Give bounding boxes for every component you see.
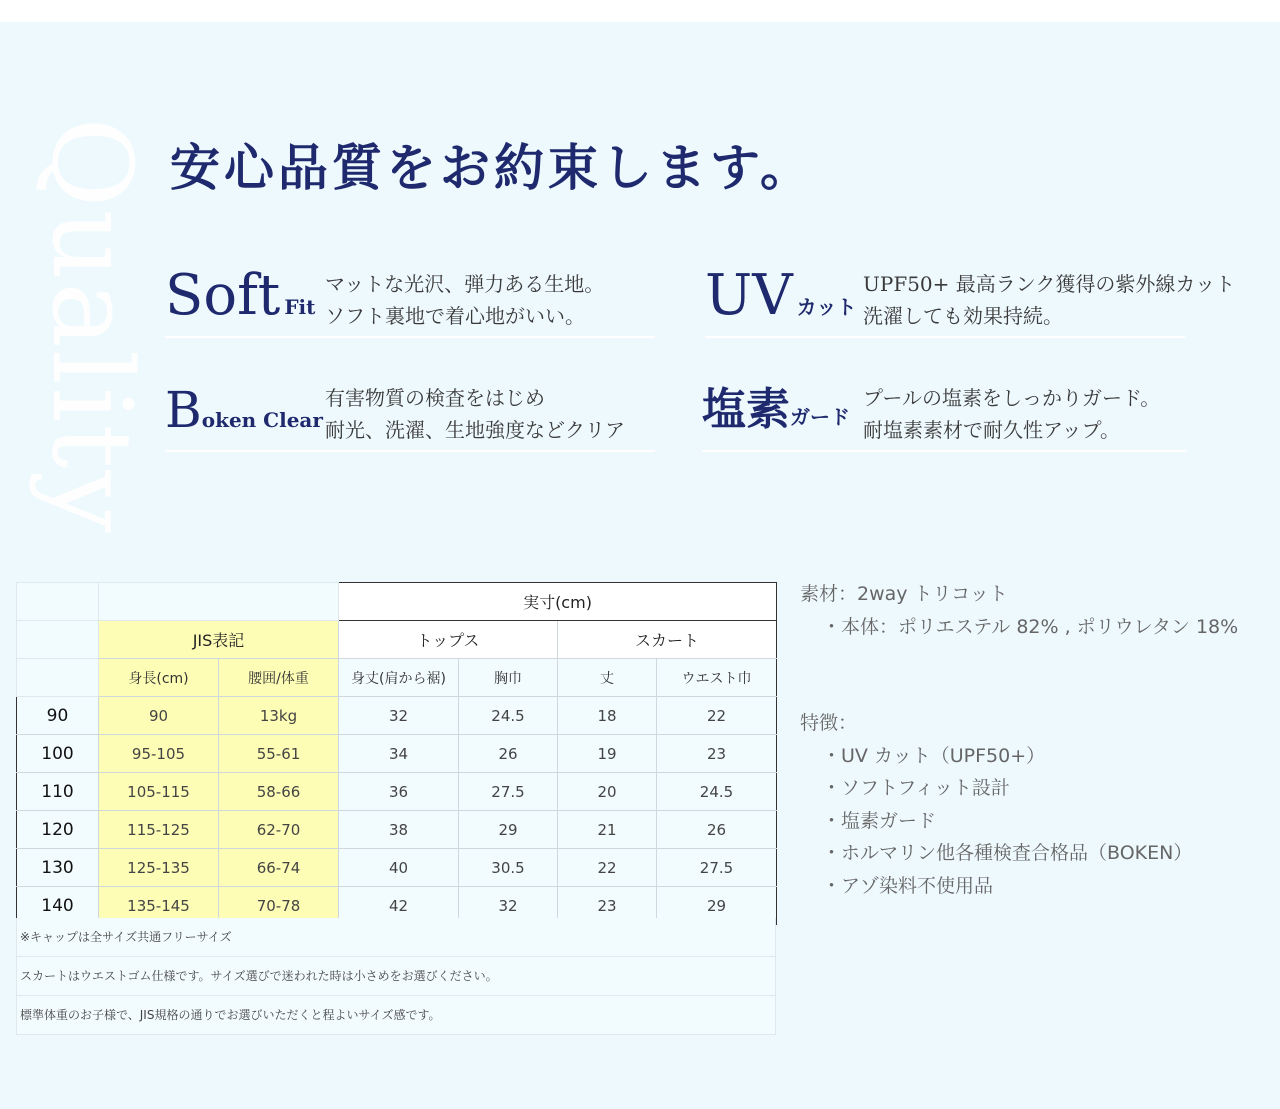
chest-cell: 26 [459,735,558,773]
feature-item: ・ソフトフィット設計 [822,777,1010,799]
feature-boken-desc [325,382,625,446]
waist-cell: 29 [657,887,777,925]
sub-header: 腰囲/体重 [219,659,339,697]
feature-uv-desc-line2: 洗濯しても効果持続。 [863,304,1063,328]
material-detail: ・本体：ポリエステル 82% , ポリウレタン 18% [822,615,1239,638]
chest-cell: 32 [459,887,558,925]
weight-cell: 55-61 [219,735,339,773]
table-row [17,697,777,735]
length-cell: 40 [339,849,459,887]
feature-item: ・アゾ染料不使用品 [822,874,994,897]
sub-header: 身長(cm) [99,659,219,697]
table-row [17,811,777,849]
feature-uv [705,263,1265,346]
note-skirt: スカートはウエストゴム仕様です。サイズ選びで迷われた時は小さめをお選びください。 [16,957,776,996]
table-row [17,849,777,887]
table-row [17,735,777,773]
chest-cell: 24.5 [459,697,558,735]
length-cell: 34 [339,735,459,773]
feature-chlorine-subtitle: ガード [790,405,850,429]
skirt-length-cell: 22 [558,849,657,887]
waist-cell: 24.5 [657,773,777,811]
sub-header: 身丈(肩から裾) [339,659,459,697]
features-label: 特徴： [800,712,858,734]
weight-cell: 58-66 [219,773,339,811]
waist-cell: 22 [657,697,777,735]
feature-soft-desc-line1: マットな光沢、弾力ある生地。 [325,272,605,296]
feature-soft-desc [325,268,604,332]
table-corner [17,659,99,697]
feature-uv-desc [863,268,1235,332]
size-cell: 90 [17,697,99,735]
feature-boken-desc-line2: 耐光、洗濯、生地強度などクリア [325,418,625,442]
size-cell: 100 [17,735,99,773]
sub-header: ウエスト巾 [657,659,777,697]
feature-chlorine-desc [863,382,1160,446]
height-cell: 135-145 [99,887,219,925]
length-cell: 38 [339,811,459,849]
feature-uv-underline [705,336,1185,338]
weight-cell: 70-78 [219,887,339,925]
feature-boken-underline [165,450,655,452]
material-label: 素材：2way トリコット [800,583,1008,605]
size-cell: 130 [17,849,99,887]
size-cell: 110 [17,773,99,811]
table-corner [17,621,99,659]
feature-boken-mark [165,380,323,440]
sub-header: 丈 [558,659,657,697]
feature-boken-subtitle: oken Clear [201,408,323,432]
note-cap: ※キャップは全サイズ共通フリーサイズ [16,918,776,957]
height-cell: 95-105 [99,735,219,773]
feature-item: ・ホルマリン他各種検査合格品（BOKEN） [822,842,1193,864]
feature-chlorine [702,380,1262,460]
skirt-length-cell: 19 [558,735,657,773]
skirt-length-cell: 20 [558,773,657,811]
chest-cell: 29 [459,811,558,849]
feature-chlorine-desc-line2: 耐塩素素材で耐久性アップ。 [863,418,1120,442]
jis-header: JIS表記 [99,621,339,659]
size-table [16,582,777,925]
weight-cell: 66-74 [219,849,339,887]
feature-uv-title: UV [705,263,793,328]
table-notes [16,918,776,1035]
height-cell: 105-115 [99,773,219,811]
feature-uv-desc-line1: UPF50+ 最高ランク獲得の紫外線カット [863,272,1236,296]
height-cell: 125-135 [99,849,219,887]
skirt-length-cell: 23 [558,887,657,925]
skirt-header: スカート [558,621,777,659]
feature-chlorine-underline [702,450,1187,452]
feature-boken [165,380,660,460]
quality-watermark: Quality [28,117,156,535]
feature-chlorine-title: 塩素 [702,384,790,435]
note-jis: 標準体重のお子様で、JIS規格の通りでお選びいただくと程よいサイズ感です。 [16,996,776,1035]
spec-gap [800,643,1270,707]
table-row [17,773,777,811]
feature-item: ・UV カット（UPF50+） [822,744,1046,767]
page-headline: 安心品質をお約束します。 [170,138,814,197]
feature-uv-mark [705,263,857,328]
feature-soft-mark [165,263,316,328]
waist-cell: 23 [657,735,777,773]
chest-cell: 30.5 [459,849,558,887]
feature-chlorine-desc-line1: プールの塩素をしっかりガード。 [863,386,1161,410]
table-header-row-2 [17,621,777,659]
length-cell: 42 [339,887,459,925]
waist-cell: 27.5 [657,849,777,887]
height-cell: 90 [99,697,219,735]
feature-chlorine-mark [702,380,850,440]
weight-cell: 62-70 [219,811,339,849]
skirt-length-cell: 18 [558,697,657,735]
spec-panel [800,578,1270,902]
sub-header: 胸巾 [459,659,558,697]
feature-soft-title: Soft [165,263,281,328]
table-corner [17,583,99,621]
feature-item: ・塩素ガード [822,809,937,832]
length-cell: 32 [339,697,459,735]
height-cell: 115-125 [99,811,219,849]
size-cell: 140 [17,887,99,925]
feature-boken-desc-line1: 有害物質の検査をはじめ [325,386,545,410]
table-header-row-1 [17,583,777,621]
feature-boken-title: B [165,381,202,439]
feature-soft-desc-line2: ソフト裏地で着心地がいい。 [325,304,585,328]
table-header-row-3 [17,659,777,697]
feature-soft-subtitle: Fit [284,295,316,319]
actual-size-header: 実寸(cm) [339,583,777,621]
size-cell: 120 [17,811,99,849]
length-cell: 36 [339,773,459,811]
waist-cell: 26 [657,811,777,849]
table-blank [99,583,339,621]
chest-cell: 27.5 [459,773,558,811]
skirt-length-cell: 21 [558,811,657,849]
weight-cell: 13kg [219,697,339,735]
feature-soft-underline [165,336,655,338]
feature-uv-subtitle: カット [796,295,857,319]
feature-soft [165,263,660,346]
tops-header: トップス [339,621,558,659]
